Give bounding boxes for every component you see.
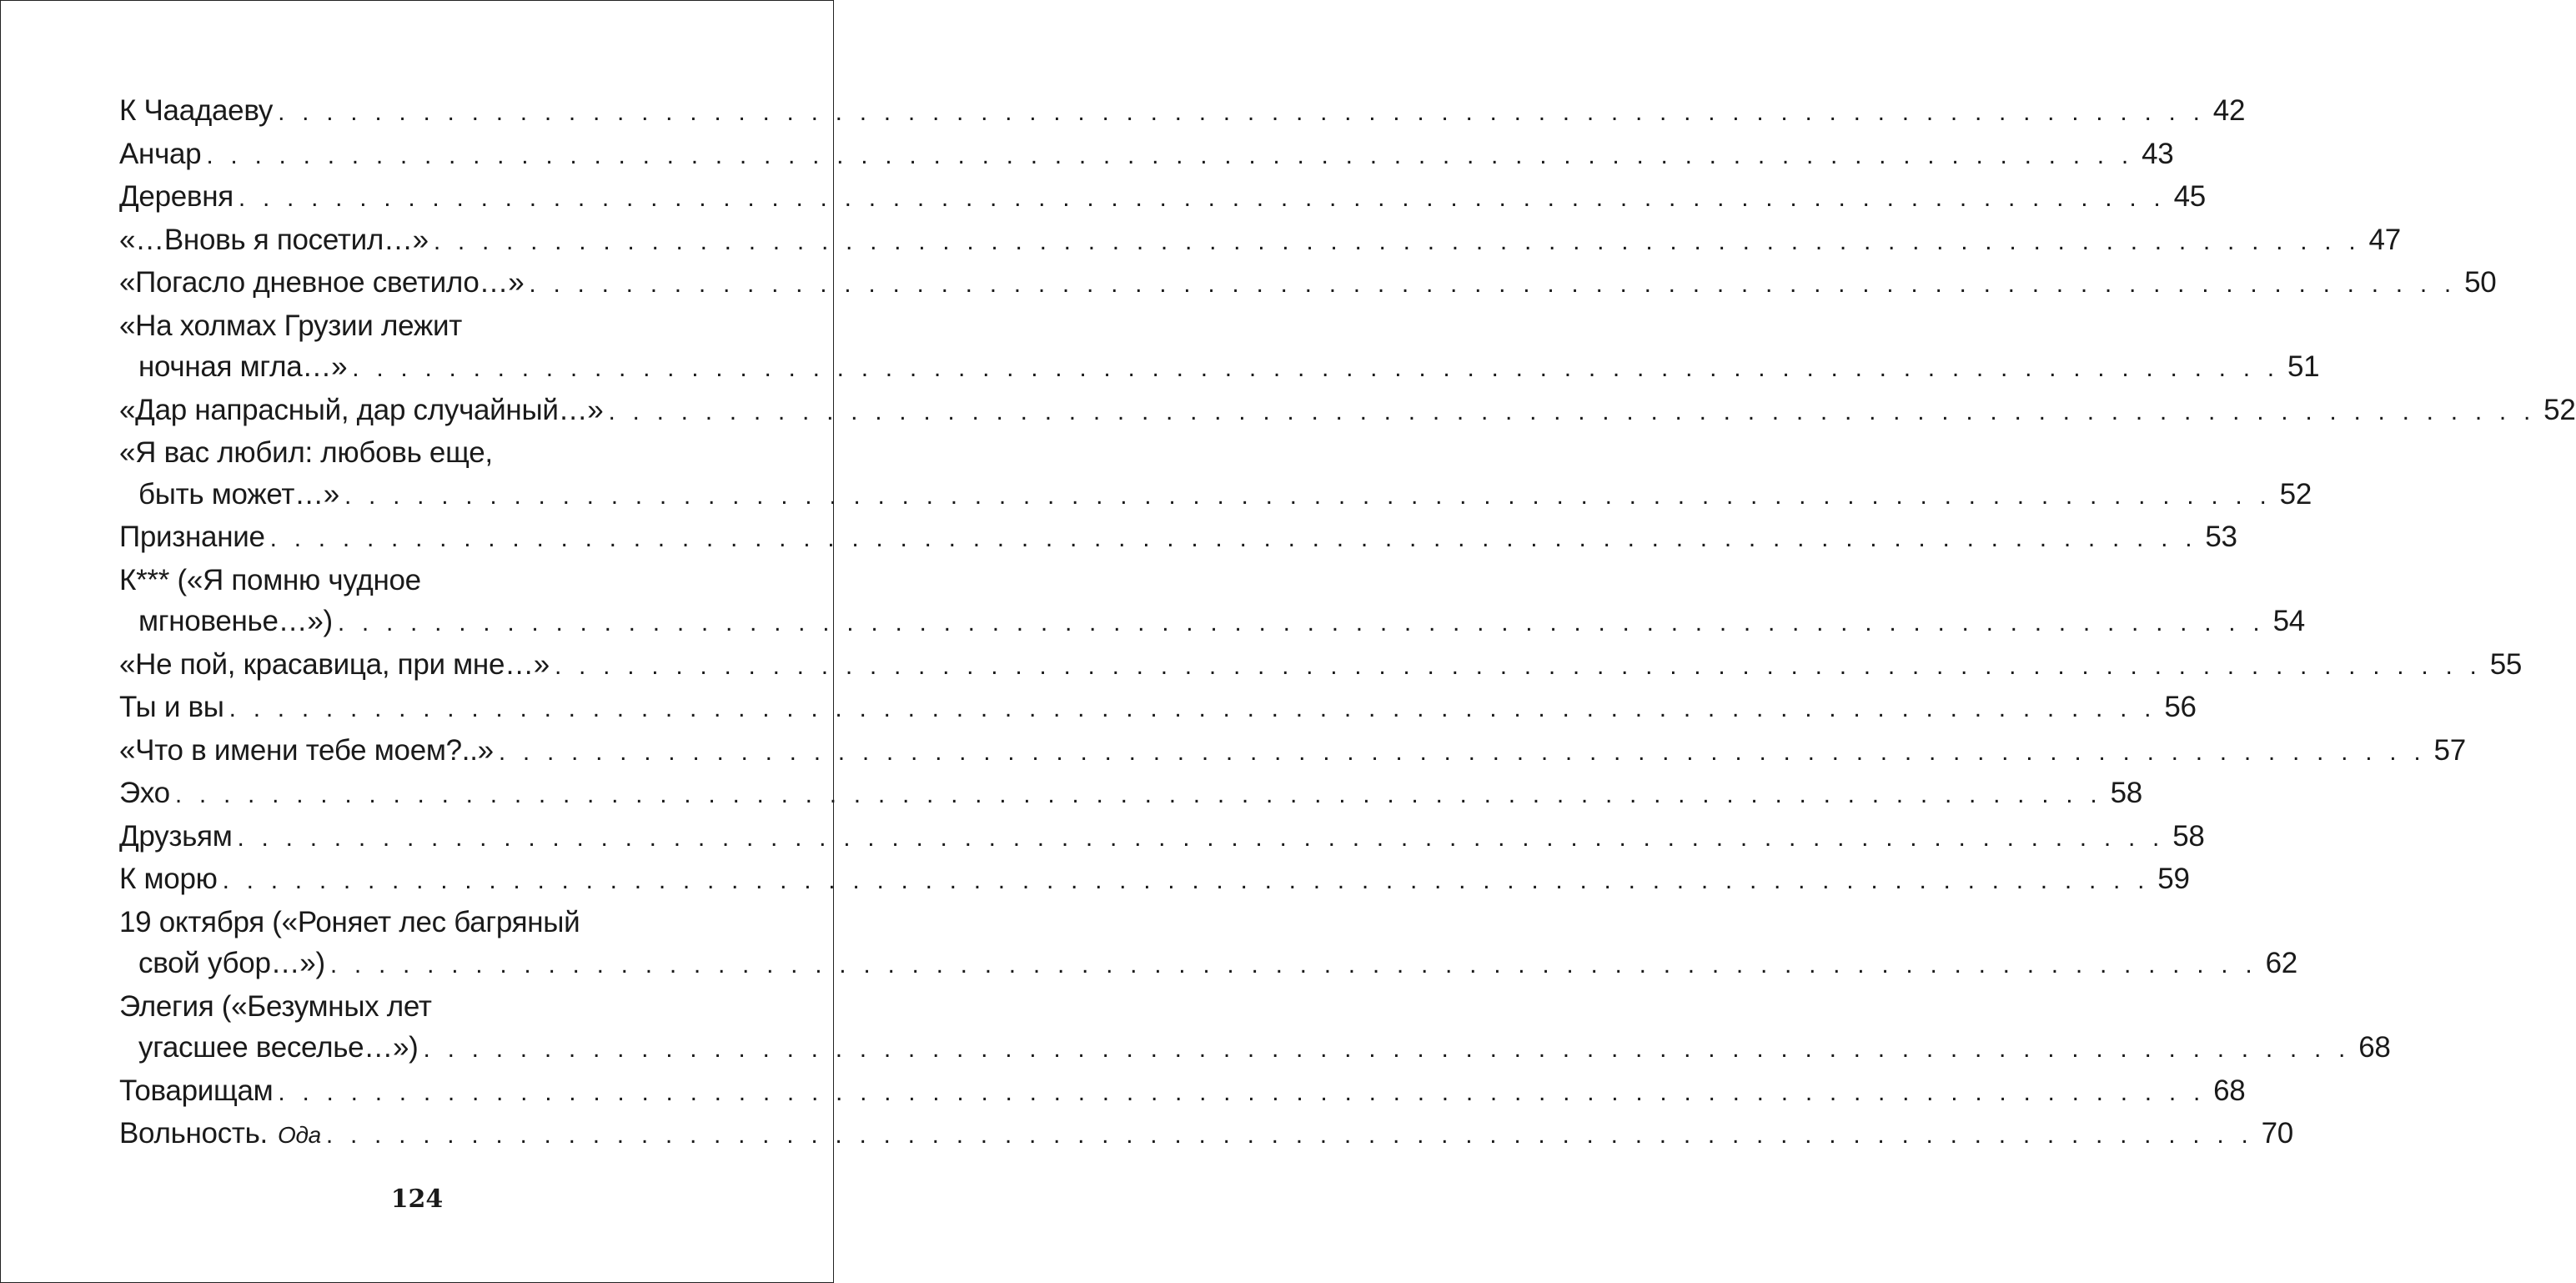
toc-entry-line xyxy=(119,902,701,943)
dot-leader: . . . . . . . . . . . . . . . . . . . . . . . . . . . . . . . . . . . . . . . . . . . . . . . . . . . . . . . . . . . . . . . . . . . . . . . . . . . . . . . . xyxy=(228,695,2157,722)
toc-entry-page: 52 xyxy=(2279,477,2312,511)
toc-entry-title: «Не пой, красавица, при мне…» xyxy=(119,647,550,681)
toc-entry-title: 19 октября («Роняет лес багряный xyxy=(119,905,580,938)
toc-entry xyxy=(119,262,2497,305)
toc-entry-line xyxy=(119,219,2401,263)
toc-entry-title: «Я вас любил: любовь еще, xyxy=(119,436,493,469)
toc-entry-line xyxy=(119,474,2312,517)
toc-entry-line xyxy=(119,346,2320,390)
toc-entry-page: 58 xyxy=(2110,777,2142,809)
toc-entry xyxy=(119,516,2237,560)
toc-entry-page: 47 xyxy=(2368,223,2401,256)
toc-entry-page: 50 xyxy=(2464,266,2497,299)
toc-entry-page: 62 xyxy=(2265,947,2297,979)
toc-entry xyxy=(119,986,2391,1070)
toc-entry-title: Элегия («Безумных лет xyxy=(119,989,432,1023)
table-of-contents xyxy=(119,90,2576,1156)
toc-entry xyxy=(119,772,2142,816)
toc-entry-line xyxy=(119,90,2246,133)
toc-entry-line xyxy=(119,986,701,1028)
toc-entry xyxy=(119,432,2312,516)
toc-entry-page: 51 xyxy=(2287,350,2320,383)
toc-entry-line xyxy=(119,305,701,347)
toc-entry xyxy=(119,730,2466,773)
toc-entry-title: мгновенье…») xyxy=(138,605,333,637)
toc-entry xyxy=(119,687,2197,730)
toc-entry-page: 68 xyxy=(2213,1074,2246,1107)
toc-entry xyxy=(119,219,2401,263)
toc-entry xyxy=(119,858,2190,902)
toc-entry-line xyxy=(119,262,2497,305)
toc-entry xyxy=(119,390,2576,433)
toc-entry-page: 56 xyxy=(2164,691,2197,723)
toc-entry-page: 58 xyxy=(2172,819,2205,853)
toc-entry-page: 53 xyxy=(2205,521,2237,553)
dot-leader: . . . . . . . . . . . . . . . . . . . . . . . . . . . . . . . . . . . . . . . . . . . . . . . . . . . . . . . . . . . . . . . . . . . . . . . . . . . . . . . . xyxy=(206,141,2134,169)
toc-entry-page: 57 xyxy=(2433,733,2466,767)
toc-entry-title: «На холмах Грузии лежит xyxy=(119,309,462,342)
dot-leader: . . . . . . . . . . . . . . . . . . . . . . . . . . . . . . . . . . . . . . . . . . . . . . . . . . . . . . . . . . . . . . . . . . . . . . . . . . . . . . . . xyxy=(238,184,2166,212)
dot-leader: . . . . . . . . . . . . . . . . . . . . . . . . . . . . . . . . . . . . . . . . . . . . . . . . . . . . . . . . . . . . . . . . . . . . . . . . . . . . . . . . xyxy=(498,737,2426,766)
toc-entry xyxy=(119,305,2320,390)
toc-entry-page: 45 xyxy=(2173,180,2206,213)
dot-leader: . . . . . . . . . . . . . . . . . . . . . . . . . . . . . . . . . . . . . . . . . . . . . . . . . . . . . . . . . . . . . . . . . . . . . . . . . . . . . . . . xyxy=(433,227,2361,255)
toc-entry-line xyxy=(119,816,2205,859)
dot-leader: . . . . . . . . . . . . . . . . . . . . . . . . . . . . . . . . . . . . . . . . . . . . . . . . . . . . . . . . . . . . . . . . . . . . . . . . . . . . . . . . xyxy=(554,652,2483,680)
toc-entry-title: ночная мгла…» xyxy=(138,350,348,383)
dot-leader: . . . . . . . . . . . . . . . . . . . . . . . . . . . . . . . . . . . . . . . . . . . . . . . . . . . . . . . . . . . . . . . . . . . . . . . . . . . . . . . . xyxy=(529,270,2457,298)
toc-entry-title: быть может…» xyxy=(138,477,339,511)
toc-entry-subtitle: Ода xyxy=(277,1122,321,1148)
toc-entry xyxy=(119,1113,2293,1156)
toc-entry xyxy=(119,1070,2246,1114)
toc-entry-title: К морю xyxy=(119,863,218,895)
toc-entry-line xyxy=(119,133,2174,177)
toc-entry-page: 55 xyxy=(2489,647,2523,681)
dot-leader: . . . . . . . . . . . . . . . . . . . . . . . . . . . . . . . . . . . . . . . . . . . . . . . . . . . . . . . . . . . . . . . . . . . . . . . . . . . . . . . . xyxy=(337,609,2265,636)
toc-entry xyxy=(119,816,2205,859)
toc-entry-page: 42 xyxy=(2212,94,2246,127)
toc-entry-page: 70 xyxy=(2261,1117,2293,1150)
toc-entry xyxy=(119,644,2523,687)
toc-entry-title: К Чаадаеву xyxy=(119,94,274,127)
toc-entry-title: «Что в имени тебе моем?..» xyxy=(119,733,494,767)
toc-entry-line xyxy=(119,687,2197,730)
dot-leader: . . . . . . . . . . . . . . . . . . . . . . . . . . . . . . . . . . . . . . . . . . . . . . . . . . . . . . . . . . . . . . . . . . . . . . . . . . . . . . . . xyxy=(352,355,2280,382)
toc-entry-line xyxy=(119,1027,2391,1070)
dot-leader: . . . . . . . . . . . . . . . . . . . . . . . . . . . . . . . . . . . . . . . . . . . . . . . . . . . . . . . . . . . . . . . . . . . . . . . . . . . . . . . . xyxy=(329,951,2257,979)
toc-entry-title: Ты и вы xyxy=(119,691,224,723)
toc-entry-line xyxy=(119,176,2206,219)
toc-entry-title: Товарищам xyxy=(119,1074,274,1107)
page-number: 124 xyxy=(390,1185,444,1214)
toc-entry-title: «Погасло дневное светило…» xyxy=(119,266,525,299)
toc-entry-line xyxy=(119,858,2190,902)
toc-entry-title: «…Вновь я посетил…» xyxy=(119,223,429,256)
toc-entry-line xyxy=(119,390,2576,433)
dot-leader: . . . . . . . . . . . . . . . . . . . . . . . . . . . . . . . . . . . . . . . . . . . . . . . . . . . . . . . . . . . . . . . . . . . . . . . . . . . . . . . . xyxy=(222,867,2150,894)
toc-entry-line xyxy=(119,601,2305,644)
toc-entry-page: 52 xyxy=(2543,393,2576,426)
toc-entry-title: Анчар xyxy=(119,137,202,170)
toc-entry-title: Признание xyxy=(119,521,265,553)
toc-entry xyxy=(119,560,2305,644)
dot-leader: . . . . . . . . . . . . . . . . . . . . . . . . . . . . . . . . . . . . . . . . . . . . . . . . . . . . . . . . . . . . . . . . . . . . . . . . . . . . . . . . xyxy=(325,1121,2253,1149)
toc-entry-page: 43 xyxy=(2142,137,2174,170)
dot-leader: . . . . . . . . . . . . . . . . . . . . . . . . . . . . . . . . . . . . . . . . . . . . . . . . . . . . . . . . . . . . . . . . . . . . . . . . . . . . . . . . xyxy=(344,481,2272,510)
toc-entry-title: свой убор…») xyxy=(138,947,325,979)
toc-entry xyxy=(119,90,2246,133)
toc-entry-line xyxy=(119,432,701,474)
toc-entry-line xyxy=(119,1113,2293,1156)
dot-leader: . . . . . . . . . . . . . . . . . . . . . . . . . . . . . . . . . . . . . . . . . . . . . . . . . . . . . . . . . . . . . . . . . . . . . . . . . . . . . . . . xyxy=(423,1035,2351,1063)
toc-entry-title: Эхо xyxy=(119,777,170,809)
toc-entry-title: угасшее веселье…») xyxy=(138,1031,419,1064)
toc-entry-line xyxy=(119,560,701,601)
dot-leader: . . . . . . . . . . . . . . . . . . . . . . . . . . . . . . . . . . . . . . . . . . . . . . . . . . . . . . . . . . . . . . . . . . . . . . . . . . . . . . . . xyxy=(608,397,2536,425)
toc-entry-page: 59 xyxy=(2157,863,2190,895)
toc-entry-page: 54 xyxy=(2272,605,2305,637)
toc-entry xyxy=(119,902,2297,986)
dot-leader: . . . . . . . . . . . . . . . . . . . . . . . . . . . . . . . . . . . . . . . . . . . . . . . . . . . . . . . . . . . . . . . . . . . . . . . . . . . . . . . . xyxy=(278,98,2206,126)
toc-entry-page: 68 xyxy=(2358,1031,2391,1064)
toc-entry-line xyxy=(119,943,2297,986)
toc-entry-line xyxy=(119,516,2237,560)
toc-entry-title: «Дар напрасный, дар случайный…» xyxy=(119,393,604,426)
toc-entry-title: Вольность. xyxy=(119,1117,268,1150)
toc-entry-line xyxy=(119,644,2523,687)
toc-entry-title: Друзьям xyxy=(119,819,233,853)
toc-entry-title: К*** («Я помню чудное xyxy=(119,563,421,596)
toc-entry xyxy=(119,176,2206,219)
toc-entry xyxy=(119,133,2174,177)
toc-entry-title: Деревня xyxy=(119,180,233,213)
toc-entry-line xyxy=(119,772,2142,816)
dot-leader: . . . . . . . . . . . . . . . . . . . . . . . . . . . . . . . . . . . . . . . . . . . . . . . . . . . . . . . . . . . . . . . . . . . . . . . . . . . . . . . . xyxy=(278,1078,2206,1106)
dot-leader: . . . . . . . . . . . . . . . . . . . . . . . . . . . . . . . . . . . . . . . . . . . . . . . . . . . . . . . . . . . . . . . . . . . . . . . . . . . . . . . . xyxy=(269,525,2197,552)
toc-entry-line xyxy=(119,730,2466,773)
toc-entry-line xyxy=(119,1070,2246,1114)
dot-leader: . . . . . . . . . . . . . . . . . . . . . . . . . . . . . . . . . . . . . . . . . . . . . . . . . . . . . . . . . . . . . . . . . . . . . . . . . . . . . . . . xyxy=(174,781,2102,808)
dot-leader: . . . . . . . . . . . . . . . . . . . . . . . . . . . . . . . . . . . . . . . . . . . . . . . . . . . . . . . . . . . . . . . . . . . . . . . . . . . . . . . . xyxy=(237,823,2165,852)
